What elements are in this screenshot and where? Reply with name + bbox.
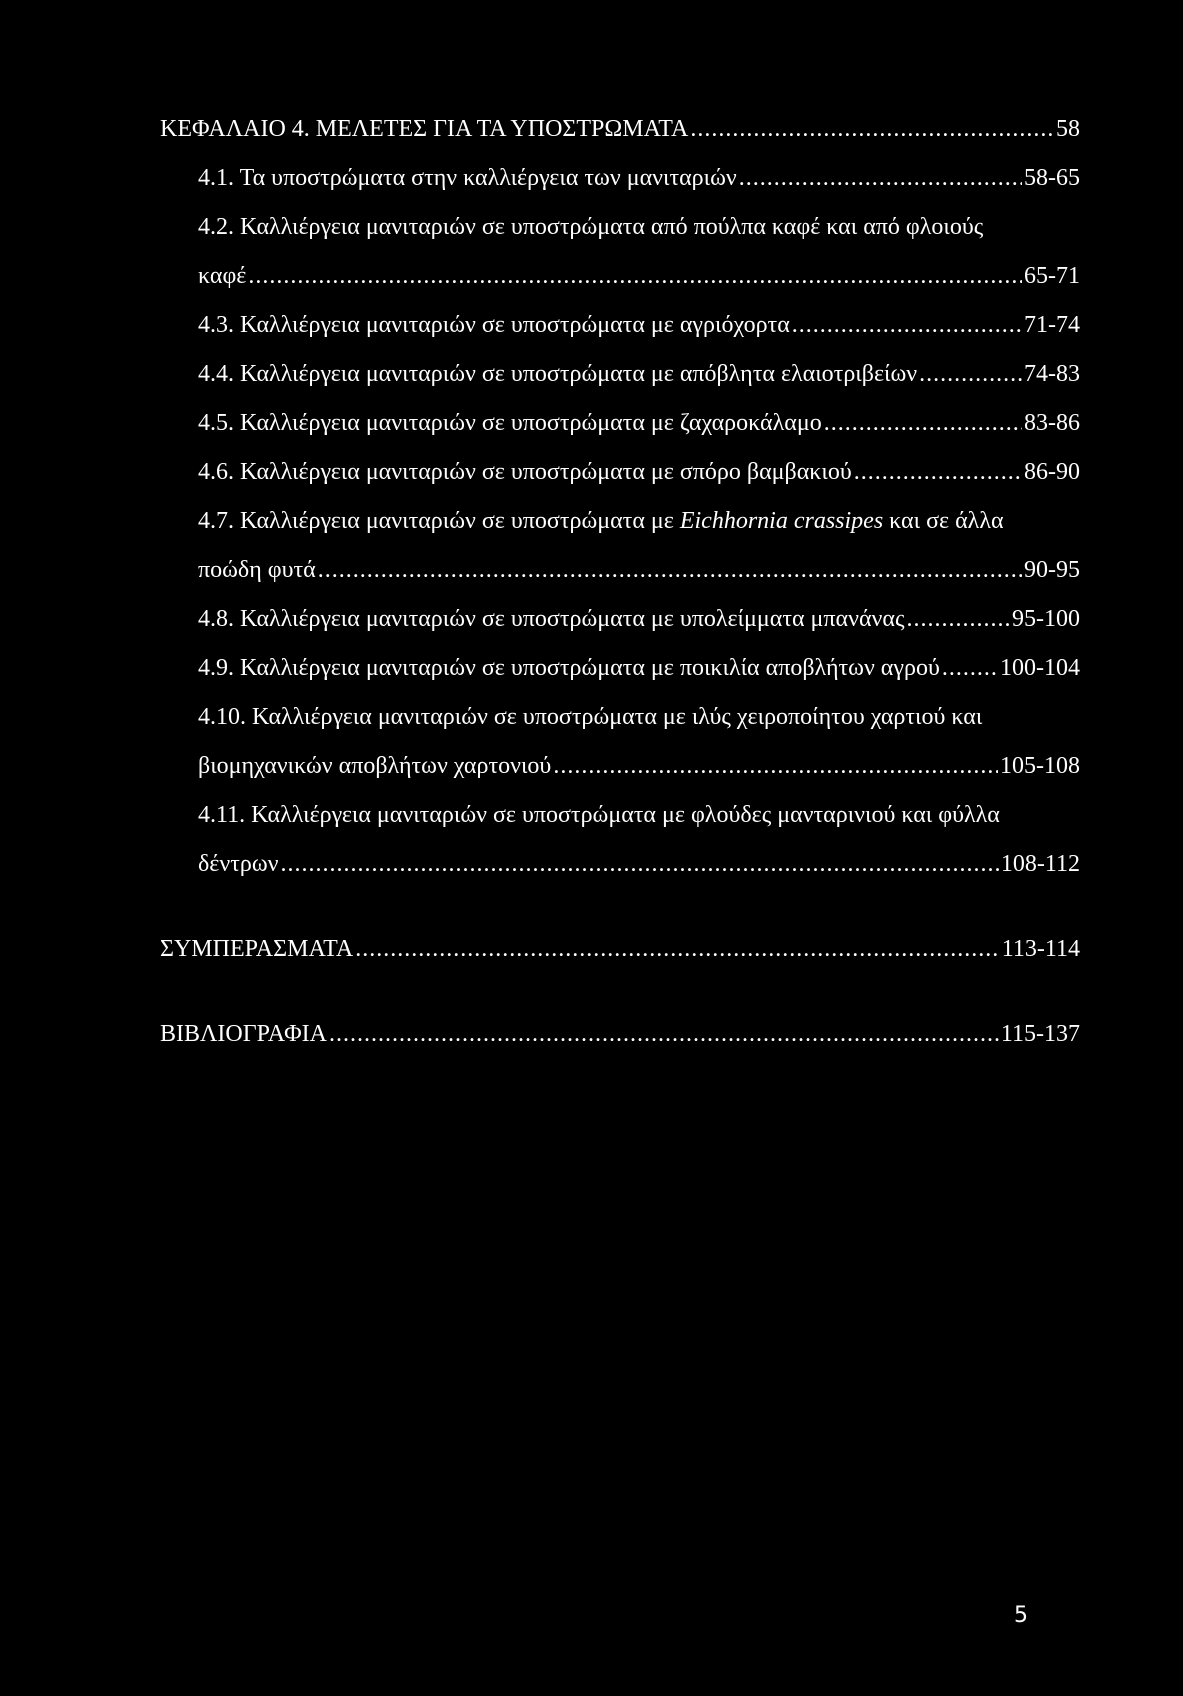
toc-entry-title: 4.9. Καλλιέργεια μανιταριών σε υποστρώματα με ποικιλία αποβλήτων αγρού — [198, 655, 940, 681]
toc-entry-title: 4.5. Καλλιέργεια μανιταριών σε υποστρώματα με ζαχαροκάλαμο — [198, 410, 822, 436]
species-name: Eichhornia crassipes — [679, 508, 884, 534]
toc-entry-4-2 — [160, 214, 1080, 263]
toc-entry-4-9 — [160, 655, 1080, 704]
toc-entry-4-5 — [160, 410, 1080, 459]
toc-entry-page: 58 — [1056, 116, 1080, 142]
dot-leader — [329, 1021, 999, 1048]
toc-entry-title: 4.3. Καλλιέργεια μανιταριών σε υποστρώματα με αγριόχορτα — [198, 312, 790, 338]
dot-leader — [942, 655, 998, 682]
toc-entry-title: 4.2. Καλλιέργεια μανιταριών σε υποστρώματα από πούλπα καφέ και από φλοιούς — [198, 214, 984, 240]
toc-entry-title: 4.6. Καλλιέργεια μανιταριών σε υποστρώματα με σπόρο βαμβακιού — [198, 459, 852, 485]
toc-entry-4-7 — [160, 508, 1080, 557]
toc-entry-page: 105-108 — [1000, 753, 1080, 779]
toc-entry-title: 4.4. Καλλιέργεια μανιταριών σε υποστρώματα με απόβλητα ελαιοτριβείων — [198, 361, 918, 387]
toc-entry-title: δέντρων — [198, 851, 279, 877]
toc-entry-4-6 — [160, 459, 1080, 508]
toc-entry-4-10-continued — [160, 753, 1080, 802]
toc-entry-conclusions — [160, 936, 1080, 985]
toc-entry-page: 90-95 — [1024, 557, 1080, 583]
toc-entry-title: καφέ — [198, 263, 247, 289]
toc-entry-title: 4.1. Τα υποστρώματα στην καλλιέργεια των μανιταριών — [198, 165, 737, 191]
toc-entry-chapter-4 — [160, 116, 1080, 165]
toc-entry-page: 95-100 — [1012, 606, 1080, 632]
page-number: 5 — [1014, 1603, 1028, 1628]
toc-entry-title: ποώδη φυτά — [198, 557, 316, 583]
toc-entry-page: 100-104 — [1000, 655, 1080, 681]
toc-entry-page: 58-65 — [1024, 165, 1080, 191]
toc-entry-title: 4.10. Καλλιέργεια μανιταριών σε υποστρώματα με ιλύς χειροποίητου χαρτιού και — [198, 704, 983, 730]
toc-entry-title: ΣΥΜΠΕΡΑΣΜΑΤΑ — [160, 936, 354, 962]
toc-entry-page: 74-83 — [1024, 361, 1080, 387]
toc-entry-4-8 — [160, 606, 1080, 655]
table-of-contents — [160, 116, 1080, 1070]
toc-entry-page: 71-74 — [1024, 312, 1080, 338]
dot-leader — [248, 263, 1022, 290]
toc-entry-page: 65-71 — [1024, 263, 1080, 289]
toc-entry-4-2-continued — [160, 263, 1080, 312]
dot-leader — [281, 851, 999, 878]
toc-entry-page: 115-137 — [1000, 1021, 1080, 1047]
dot-leader — [792, 312, 1022, 339]
toc-entry-page: 113-114 — [1001, 936, 1080, 962]
toc-entry-4-4 — [160, 361, 1080, 410]
toc-entry-4-11 — [160, 802, 1080, 851]
toc-entry-4-11-continued — [160, 851, 1080, 900]
dot-leader — [919, 361, 1022, 388]
dot-leader — [739, 165, 1022, 192]
toc-entry-title: 4.7. Καλλιέργεια μανιταριών σε υποστρώματα με Eichhornia crassipes και σε άλλα — [198, 508, 1004, 534]
toc-entry-title: 4.8. Καλλιέργεια μανιταριών σε υποστρώματα με υπολείμματα μπανάνας — [198, 606, 905, 632]
toc-entry-page: 86-90 — [1024, 459, 1080, 485]
toc-entry-4-10 — [160, 704, 1080, 753]
dot-leader — [854, 459, 1022, 486]
toc-entry-4-1 — [160, 165, 1080, 214]
toc-entry-page: 108-112 — [1000, 851, 1080, 877]
toc-entry-title: βιομηχανικών αποβλήτων χαρτονιού — [198, 753, 552, 779]
toc-entry-4-7-continued — [160, 557, 1080, 606]
dot-leader — [355, 936, 1000, 963]
dot-leader — [824, 410, 1022, 437]
toc-entry-title: ΚΕΦΑΛΑΙΟ 4. ΜΕΛΕΤΕΣ ΓΙΑ ΤΑ ΥΠΟΣΤΡΩΜΑΤΑ — [160, 116, 689, 142]
toc-entry-4-3 — [160, 312, 1080, 361]
toc-entry-bibliography — [160, 1021, 1080, 1070]
dot-leader — [906, 606, 1010, 633]
dot-leader — [318, 557, 1022, 584]
toc-entry-title: ΒΙΒΛΙΟΓΡΑΦΙΑ — [160, 1021, 327, 1047]
dot-leader — [690, 116, 1054, 143]
dot-leader — [553, 753, 998, 780]
toc-entry-title: 4.11. Καλλιέργεια μανιταριών σε υποστρώματα με φλούδες μανταρινιού και φύλλα — [198, 802, 1000, 828]
toc-entry-page: 83-86 — [1024, 410, 1080, 436]
